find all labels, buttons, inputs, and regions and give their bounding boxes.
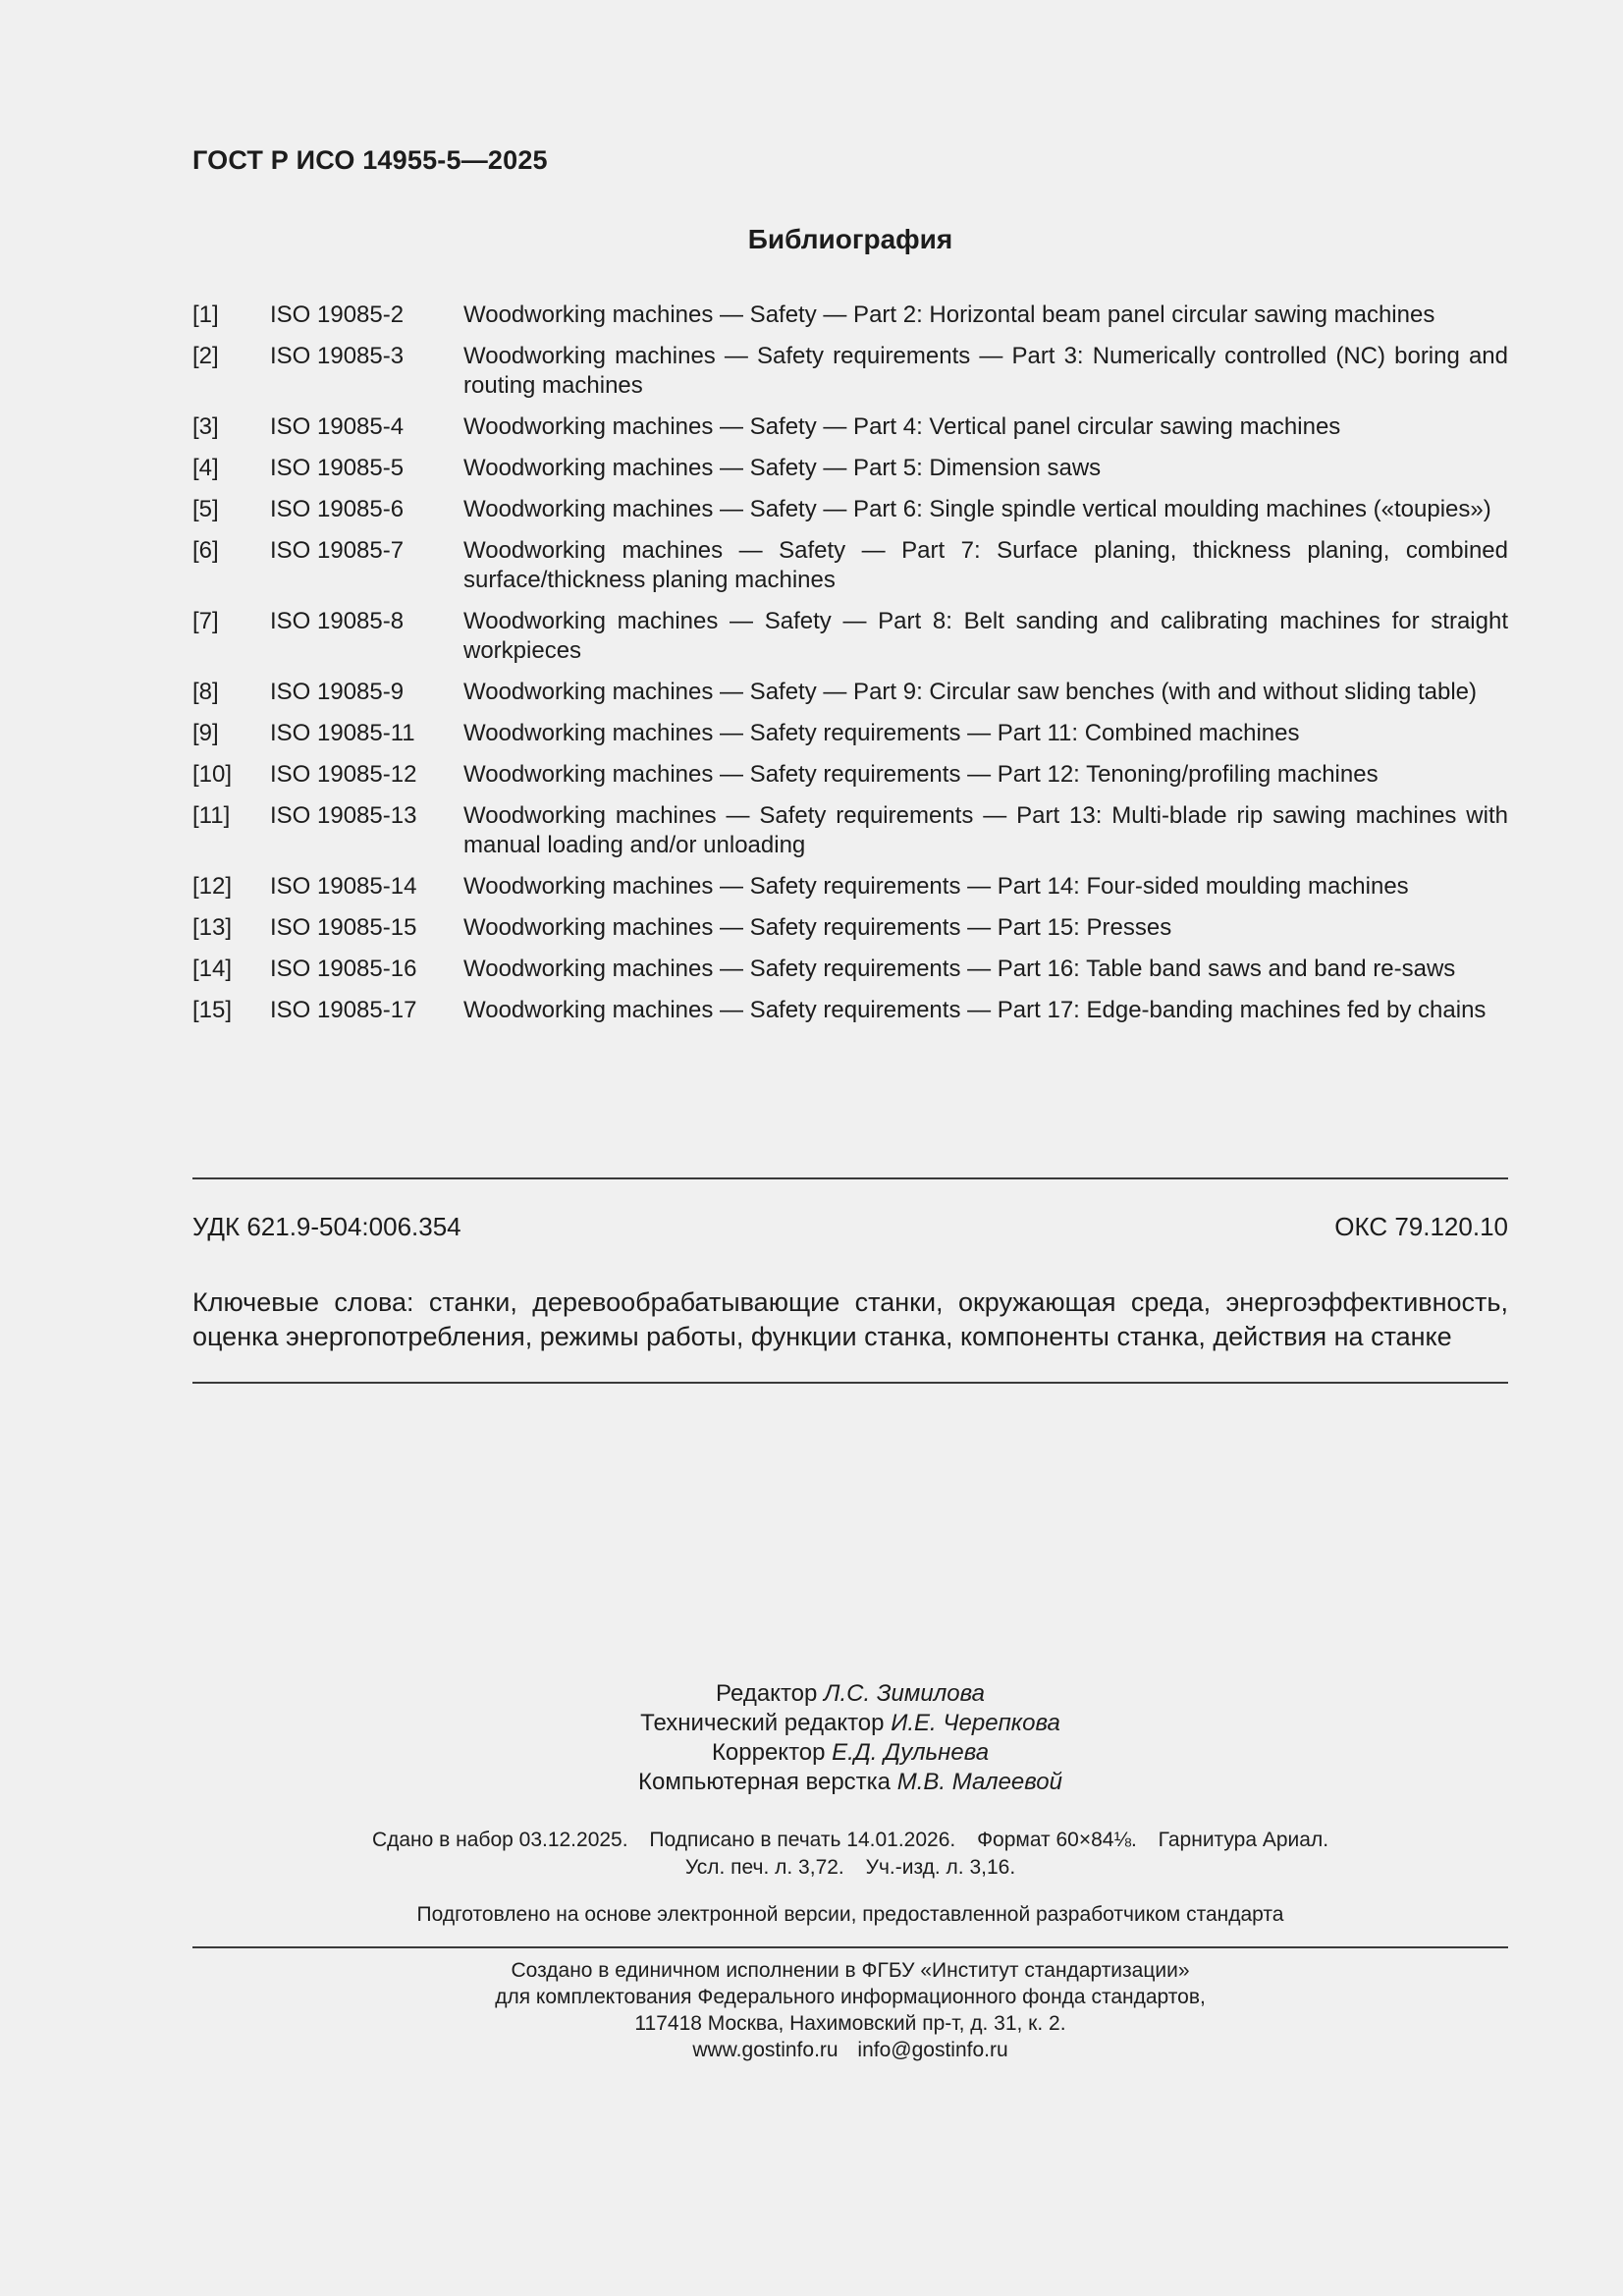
reference-title: Woodworking machines — Safety — Part 8: Belt sanding and calibrating machines for straight workpieces: [463, 608, 1508, 664]
print-sheets: Усл. печ. л. 3,72.: [684, 1856, 844, 1879]
bibliography-item: [192, 913, 1508, 943]
classification-row: [192, 1212, 1508, 1242]
reference-number: [10]: [192, 761, 233, 788]
credits-block: [192, 1679, 1508, 1797]
reference-code: ISO 19085-12: [270, 761, 417, 788]
reference-code: ISO 19085-15: [270, 914, 417, 941]
bibliography-item: [192, 719, 1508, 748]
reference-number: [14]: [192, 956, 233, 982]
reference-number: [9]: [192, 720, 219, 746]
reference-number: [5]: [192, 496, 219, 522]
bibliography-item: [192, 301, 1508, 330]
reference-title: Woodworking machines — Safety — Part 6: Single spindle vertical moulding machines («toupies»): [463, 496, 1491, 522]
reference-code: ISO 19085-13: [270, 802, 417, 829]
keywords: Ключевые слова: станки, деревообрабатывающие станки, окружающая среда, энергоэффективность, оценка энергопотребления, режимы работы, функции станка, компоненты станка, действия на станке: [192, 1287, 1508, 1351]
reference-code: ISO 19085-14: [270, 873, 417, 900]
credit-editor: Редактор Л.С. Зимилова: [716, 1680, 985, 1707]
reference-code: ISO 19085-17: [270, 997, 417, 1023]
bibliography-item: [192, 678, 1508, 707]
publisher-line-3: 117418 Москва, Нахимовский пр-т, д. 31, к. 2.: [634, 2012, 1066, 2035]
reference-title: Woodworking machines — Safety requirements — Part 12: Tenoning/profiling machines: [463, 761, 1379, 788]
reference-title: Woodworking machines — Safety — Part 2: Horizontal beam panel circular sawing machines: [463, 301, 1435, 328]
pub-sheets: Уч.-изд. л. 3,16.: [865, 1856, 1016, 1879]
bibliography-item: [192, 412, 1508, 442]
reference-code: ISO 19085-3: [270, 343, 405, 369]
reference-number: [15]: [192, 997, 233, 1023]
reference-code: ISO 19085-4: [270, 413, 405, 440]
bibliography-list: [192, 301, 1508, 1037]
reference-code: ISO 19085-6: [270, 496, 405, 522]
reference-number: [12]: [192, 873, 233, 900]
bibliography-item: [192, 996, 1508, 1025]
bibliography-item: [192, 955, 1508, 984]
reference-number: [8]: [192, 679, 219, 705]
divider-publisher: [192, 1946, 1508, 1948]
reference-number: [2]: [192, 343, 219, 369]
bibliography-item: [192, 607, 1508, 666]
reference-number: [1]: [192, 301, 219, 328]
reference-code: ISO 19085-9: [270, 679, 405, 705]
reference-number: [6]: [192, 537, 219, 564]
publisher-line-2: для комплектования Федерального информационного фонда стандартов,: [495, 1986, 1206, 2008]
bibliography-item: [192, 760, 1508, 790]
reference-number: [3]: [192, 413, 219, 440]
reference-number: [7]: [192, 608, 219, 634]
reference-code: ISO 19085-7: [270, 537, 405, 564]
bibliography-item: [192, 801, 1508, 860]
reference-title: Woodworking machines — Safety requirements — Part 3: Numerically controlled (NC) boring and routing machines: [463, 343, 1508, 399]
reference-title: Woodworking machines — Safety requirements — Part 14: Four-sided moulding machines: [463, 873, 1409, 900]
paper-format: Формат 60×84⅛.: [977, 1829, 1137, 1851]
bibliography-item: [192, 872, 1508, 902]
publisher-email-link[interactable]: info@gostinfo.ru: [857, 2039, 1008, 2061]
reference-code: ISO 19085-11: [270, 720, 415, 746]
reference-code: ISO 19085-16: [270, 956, 417, 982]
reference-title: Woodworking machines — Safety requirements — Part 16: Table band saws and band re-saws: [463, 956, 1456, 982]
reference-code: ISO 19085-2: [270, 301, 405, 328]
bibliography-item: [192, 495, 1508, 524]
bibliography-title: Библиография: [747, 224, 953, 254]
oks-code: ОКС 79.120.10: [1334, 1212, 1508, 1241]
udc-code: УДК 621.9-504:006.354: [192, 1212, 461, 1241]
bibliography-item: [192, 342, 1508, 401]
signed-date: Подписано в печать 14.01.2026.: [649, 1829, 956, 1851]
reference-title: Woodworking machines — Safety — Part 5: Dimension saws: [463, 455, 1102, 481]
divider-top: [192, 1177, 1508, 1179]
reference-title: Woodworking machines — Safety — Part 9: Circular saw benches (with and without sliding table): [463, 679, 1478, 705]
prepared-note: Подготовлено на основе электронной версии, предоставленной разработчиком стандарта: [416, 1903, 1284, 1926]
document-id: ГОСТ Р ИСО 14955-5—2025: [192, 145, 548, 175]
typeface: Гарнитура Ариал.: [1158, 1829, 1329, 1851]
credit-corrector: Корректор Е.Д. Дульнева: [711, 1739, 990, 1766]
publisher-website-link[interactable]: www.gostinfo.ru: [692, 2039, 839, 2061]
reference-code: ISO 19085-8: [270, 608, 405, 634]
reference-title: Woodworking machines — Safety requirements — Part 17: Edge-banding machines fed by chains: [463, 997, 1487, 1023]
divider-bottom: [192, 1382, 1508, 1384]
reference-number: [4]: [192, 455, 219, 481]
bibliography-item: [192, 536, 1508, 595]
publisher-block: [192, 1957, 1508, 2063]
reference-number: [11]: [192, 802, 231, 829]
reference-title: Woodworking machines — Safety — Part 7: Surface planing, thickness planing, combined surface/thickness planing machines: [463, 537, 1508, 593]
reference-number: [13]: [192, 914, 233, 941]
credit-tech-editor: Технический редактор И.Е. Черепкова: [640, 1710, 1060, 1736]
reference-title: Woodworking machines — Safety — Part 4: Vertical panel circular sawing machines: [463, 413, 1341, 440]
reference-title: Woodworking machines — Safety requirements — Part 11: Combined machines: [463, 720, 1300, 746]
reference-title: Woodworking machines — Safety requirements — Part 15: Presses: [463, 914, 1172, 941]
reference-code: ISO 19085-5: [270, 455, 405, 481]
reference-title: Woodworking machines — Safety requirements — Part 13: Multi-blade rip sawing machines with manual loading and/or unloading: [463, 802, 1508, 858]
submitted-date: Сдано в набор 03.12.2025.: [371, 1829, 628, 1851]
credit-layout: Компьютерная верстка М.В. Малеевой: [638, 1769, 1062, 1795]
print-info: [192, 1827, 1508, 1882]
bibliography-item: [192, 454, 1508, 483]
publisher-line-1: Создано в единичном исполнении в ФГБУ «Институт стандартизации»: [511, 1959, 1190, 1982]
